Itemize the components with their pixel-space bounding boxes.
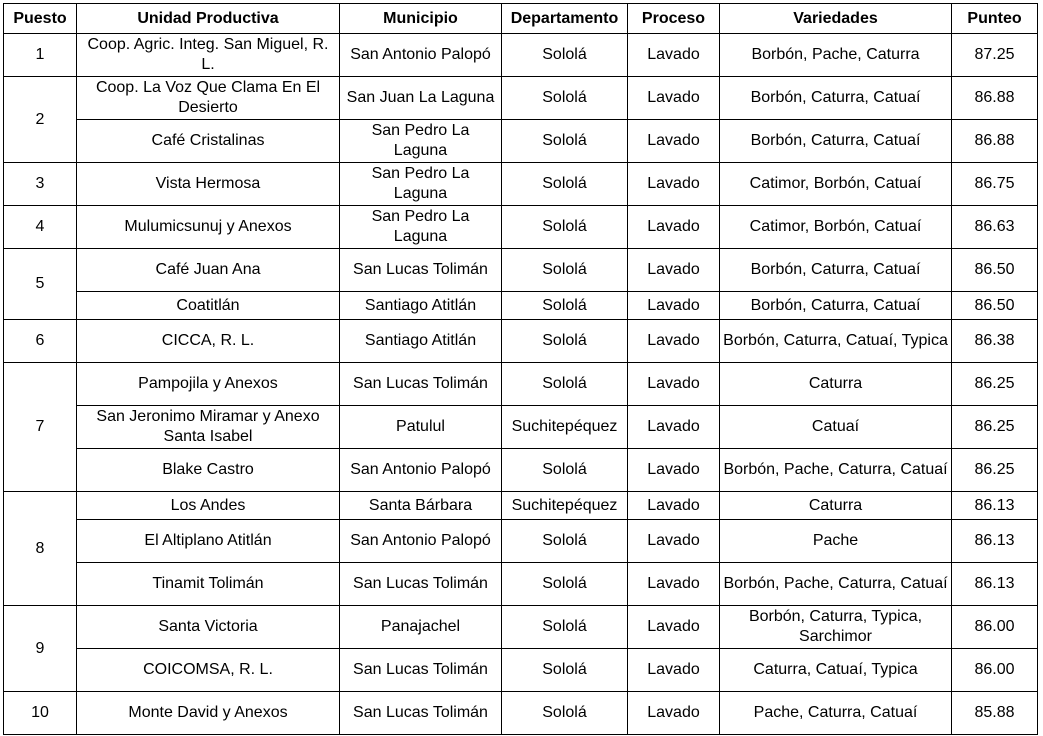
unit-cell: Los Andes <box>77 492 340 520</box>
municipality-cell: Santiago Atitlán <box>340 292 502 320</box>
process-cell: Lavado <box>628 163 720 206</box>
table-row <box>4 292 1038 320</box>
process-cell: Lavado <box>628 34 720 77</box>
varieties-cell: Borbón, Pache, Caturra, Catuaí <box>720 449 952 492</box>
score-cell: 86.88 <box>952 77 1038 120</box>
municipality-cell: San Antonio Palopó <box>340 449 502 492</box>
rank-cell: 9 <box>4 606 77 692</box>
process-cell: Lavado <box>628 363 720 406</box>
process-cell: Lavado <box>628 249 720 292</box>
results-table <box>3 3 1038 735</box>
varieties-cell: Borbón, Pache, Caturra <box>720 34 952 77</box>
unit-cell: Café Juan Ana <box>77 249 340 292</box>
rank-cell: 2 <box>4 77 77 163</box>
department-cell: Sololá <box>502 563 628 606</box>
process-cell: Lavado <box>628 649 720 692</box>
department-cell: Sololá <box>502 363 628 406</box>
unit-cell: Tinamit Tolimán <box>77 563 340 606</box>
varieties-cell: Borbón, Pache, Caturra, Catuaí <box>720 563 952 606</box>
unit-cell: Santa Victoria <box>77 606 340 649</box>
score-cell: 86.13 <box>952 492 1038 520</box>
score-cell: 86.25 <box>952 363 1038 406</box>
rank-cell: 4 <box>4 206 77 249</box>
col-header-proceso: Proceso <box>628 4 720 34</box>
unit-cell: Vista Hermosa <box>77 163 340 206</box>
score-cell: 86.00 <box>952 649 1038 692</box>
varieties-cell: Caturra <box>720 492 952 520</box>
table-row <box>4 363 1038 406</box>
unit-cell: Coop. Agric. Integ. San Miguel, R. L. <box>77 34 340 77</box>
municipality-cell: Patulul <box>340 406 502 449</box>
unit-cell: Coatitlán <box>77 292 340 320</box>
unit-cell: Coop. La Voz Que Clama En El Desierto <box>77 77 340 120</box>
department-cell: Sololá <box>502 520 628 563</box>
score-cell: 86.25 <box>952 449 1038 492</box>
table-row <box>4 77 1038 120</box>
process-cell: Lavado <box>628 320 720 363</box>
municipality-cell: Santa Bárbara <box>340 492 502 520</box>
municipality-cell: San Lucas Tolimán <box>340 649 502 692</box>
table-row <box>4 449 1038 492</box>
department-cell: Suchitepéquez <box>502 492 628 520</box>
department-cell: Sololá <box>502 692 628 735</box>
department-cell: Sololá <box>502 649 628 692</box>
municipality-cell: San Lucas Tolimán <box>340 363 502 406</box>
score-cell: 87.25 <box>952 34 1038 77</box>
unit-cell: San Jeronimo Miramar y Anexo Santa Isabel <box>77 406 340 449</box>
department-cell: Sololá <box>502 449 628 492</box>
process-cell: Lavado <box>628 406 720 449</box>
process-cell: Lavado <box>628 492 720 520</box>
table-row <box>4 120 1038 163</box>
process-cell: Lavado <box>628 563 720 606</box>
score-cell: 86.63 <box>952 206 1038 249</box>
col-header-punteo: Punteo <box>952 4 1038 34</box>
varieties-cell: Borbón, Caturra, Catuaí <box>720 249 952 292</box>
municipality-cell: San Pedro La Laguna <box>340 206 502 249</box>
rank-cell: 1 <box>4 34 77 77</box>
score-cell: 86.38 <box>952 320 1038 363</box>
table-row <box>4 249 1038 292</box>
header-row <box>4 4 1038 34</box>
municipality-cell: San Antonio Palopó <box>340 34 502 77</box>
rank-cell: 10 <box>4 692 77 735</box>
process-cell: Lavado <box>628 520 720 563</box>
table-row <box>4 406 1038 449</box>
municipality-cell: San Lucas Tolimán <box>340 692 502 735</box>
table-row <box>4 206 1038 249</box>
score-cell: 86.75 <box>952 163 1038 206</box>
col-header-puesto: Puesto <box>4 4 77 34</box>
varieties-cell: Caturra, Catuaí, Typica <box>720 649 952 692</box>
rank-cell: 5 <box>4 249 77 320</box>
varieties-cell: Pache, Caturra, Catuaí <box>720 692 952 735</box>
table-row <box>4 492 1038 520</box>
unit-cell: Pampojila y Anexos <box>77 363 340 406</box>
unit-cell: CICCA, R. L. <box>77 320 340 363</box>
municipality-cell: San Pedro La Laguna <box>340 120 502 163</box>
table-row <box>4 606 1038 649</box>
unit-cell: Mulumicsunuj y Anexos <box>77 206 340 249</box>
varieties-cell: Catimor, Borbón, Catuaí <box>720 206 952 249</box>
unit-cell: El Altiplano Atitlán <box>77 520 340 563</box>
process-cell: Lavado <box>628 77 720 120</box>
department-cell: Sololá <box>502 163 628 206</box>
municipality-cell: San Antonio Palopó <box>340 520 502 563</box>
rank-cell: 6 <box>4 320 77 363</box>
department-cell: Sololá <box>502 206 628 249</box>
table-row <box>4 320 1038 363</box>
department-cell: Sololá <box>502 77 628 120</box>
table-row <box>4 649 1038 692</box>
table-row <box>4 163 1038 206</box>
table-row <box>4 692 1038 735</box>
municipality-cell: San Juan La Laguna <box>340 77 502 120</box>
varieties-cell: Catimor, Borbón, Catuaí <box>720 163 952 206</box>
rank-cell: 3 <box>4 163 77 206</box>
process-cell: Lavado <box>628 120 720 163</box>
municipality-cell: San Lucas Tolimán <box>340 563 502 606</box>
municipality-cell: Santiago Atitlán <box>340 320 502 363</box>
unit-cell: Café Cristalinas <box>77 120 340 163</box>
varieties-cell: Borbón, Caturra, Catuaí <box>720 77 952 120</box>
municipality-cell: Panajachel <box>340 606 502 649</box>
score-cell: 86.25 <box>952 406 1038 449</box>
department-cell: Sololá <box>502 292 628 320</box>
col-header-unidad: Unidad Productiva <box>77 4 340 34</box>
varieties-cell: Catuaí <box>720 406 952 449</box>
unit-cell: Blake Castro <box>77 449 340 492</box>
process-cell: Lavado <box>628 292 720 320</box>
table-row <box>4 34 1038 77</box>
score-cell: 86.13 <box>952 520 1038 563</box>
col-header-departamento: Departamento <box>502 4 628 34</box>
col-header-municipio: Municipio <box>340 4 502 34</box>
varieties-cell: Borbón, Caturra, Catuaí <box>720 120 952 163</box>
department-cell: Suchitepéquez <box>502 406 628 449</box>
table-row <box>4 520 1038 563</box>
score-cell: 86.00 <box>952 606 1038 649</box>
score-cell: 86.88 <box>952 120 1038 163</box>
unit-cell: COICOMSA, R. L. <box>77 649 340 692</box>
varieties-cell: Borbón, Caturra, Catuaí, Typica <box>720 320 952 363</box>
score-cell: 86.50 <box>952 292 1038 320</box>
department-cell: Sololá <box>502 320 628 363</box>
municipality-cell: San Lucas Tolimán <box>340 249 502 292</box>
table-row <box>4 563 1038 606</box>
varieties-cell: Borbón, Caturra, Typica, Sarchimor <box>720 606 952 649</box>
unit-cell: Monte David y Anexos <box>77 692 340 735</box>
rank-cell: 7 <box>4 363 77 492</box>
process-cell: Lavado <box>628 692 720 735</box>
varieties-cell: Caturra <box>720 363 952 406</box>
process-cell: Lavado <box>628 606 720 649</box>
rank-cell: 8 <box>4 492 77 606</box>
process-cell: Lavado <box>628 449 720 492</box>
score-cell: 85.88 <box>952 692 1038 735</box>
department-cell: Sololá <box>502 606 628 649</box>
municipality-cell: San Pedro La Laguna <box>340 163 502 206</box>
department-cell: Sololá <box>502 120 628 163</box>
department-cell: Sololá <box>502 34 628 77</box>
score-cell: 86.50 <box>952 249 1038 292</box>
col-header-variedades: Variedades <box>720 4 952 34</box>
varieties-cell: Pache <box>720 520 952 563</box>
process-cell: Lavado <box>628 206 720 249</box>
varieties-cell: Borbón, Caturra, Catuaí <box>720 292 952 320</box>
department-cell: Sololá <box>502 249 628 292</box>
score-cell: 86.13 <box>952 563 1038 606</box>
